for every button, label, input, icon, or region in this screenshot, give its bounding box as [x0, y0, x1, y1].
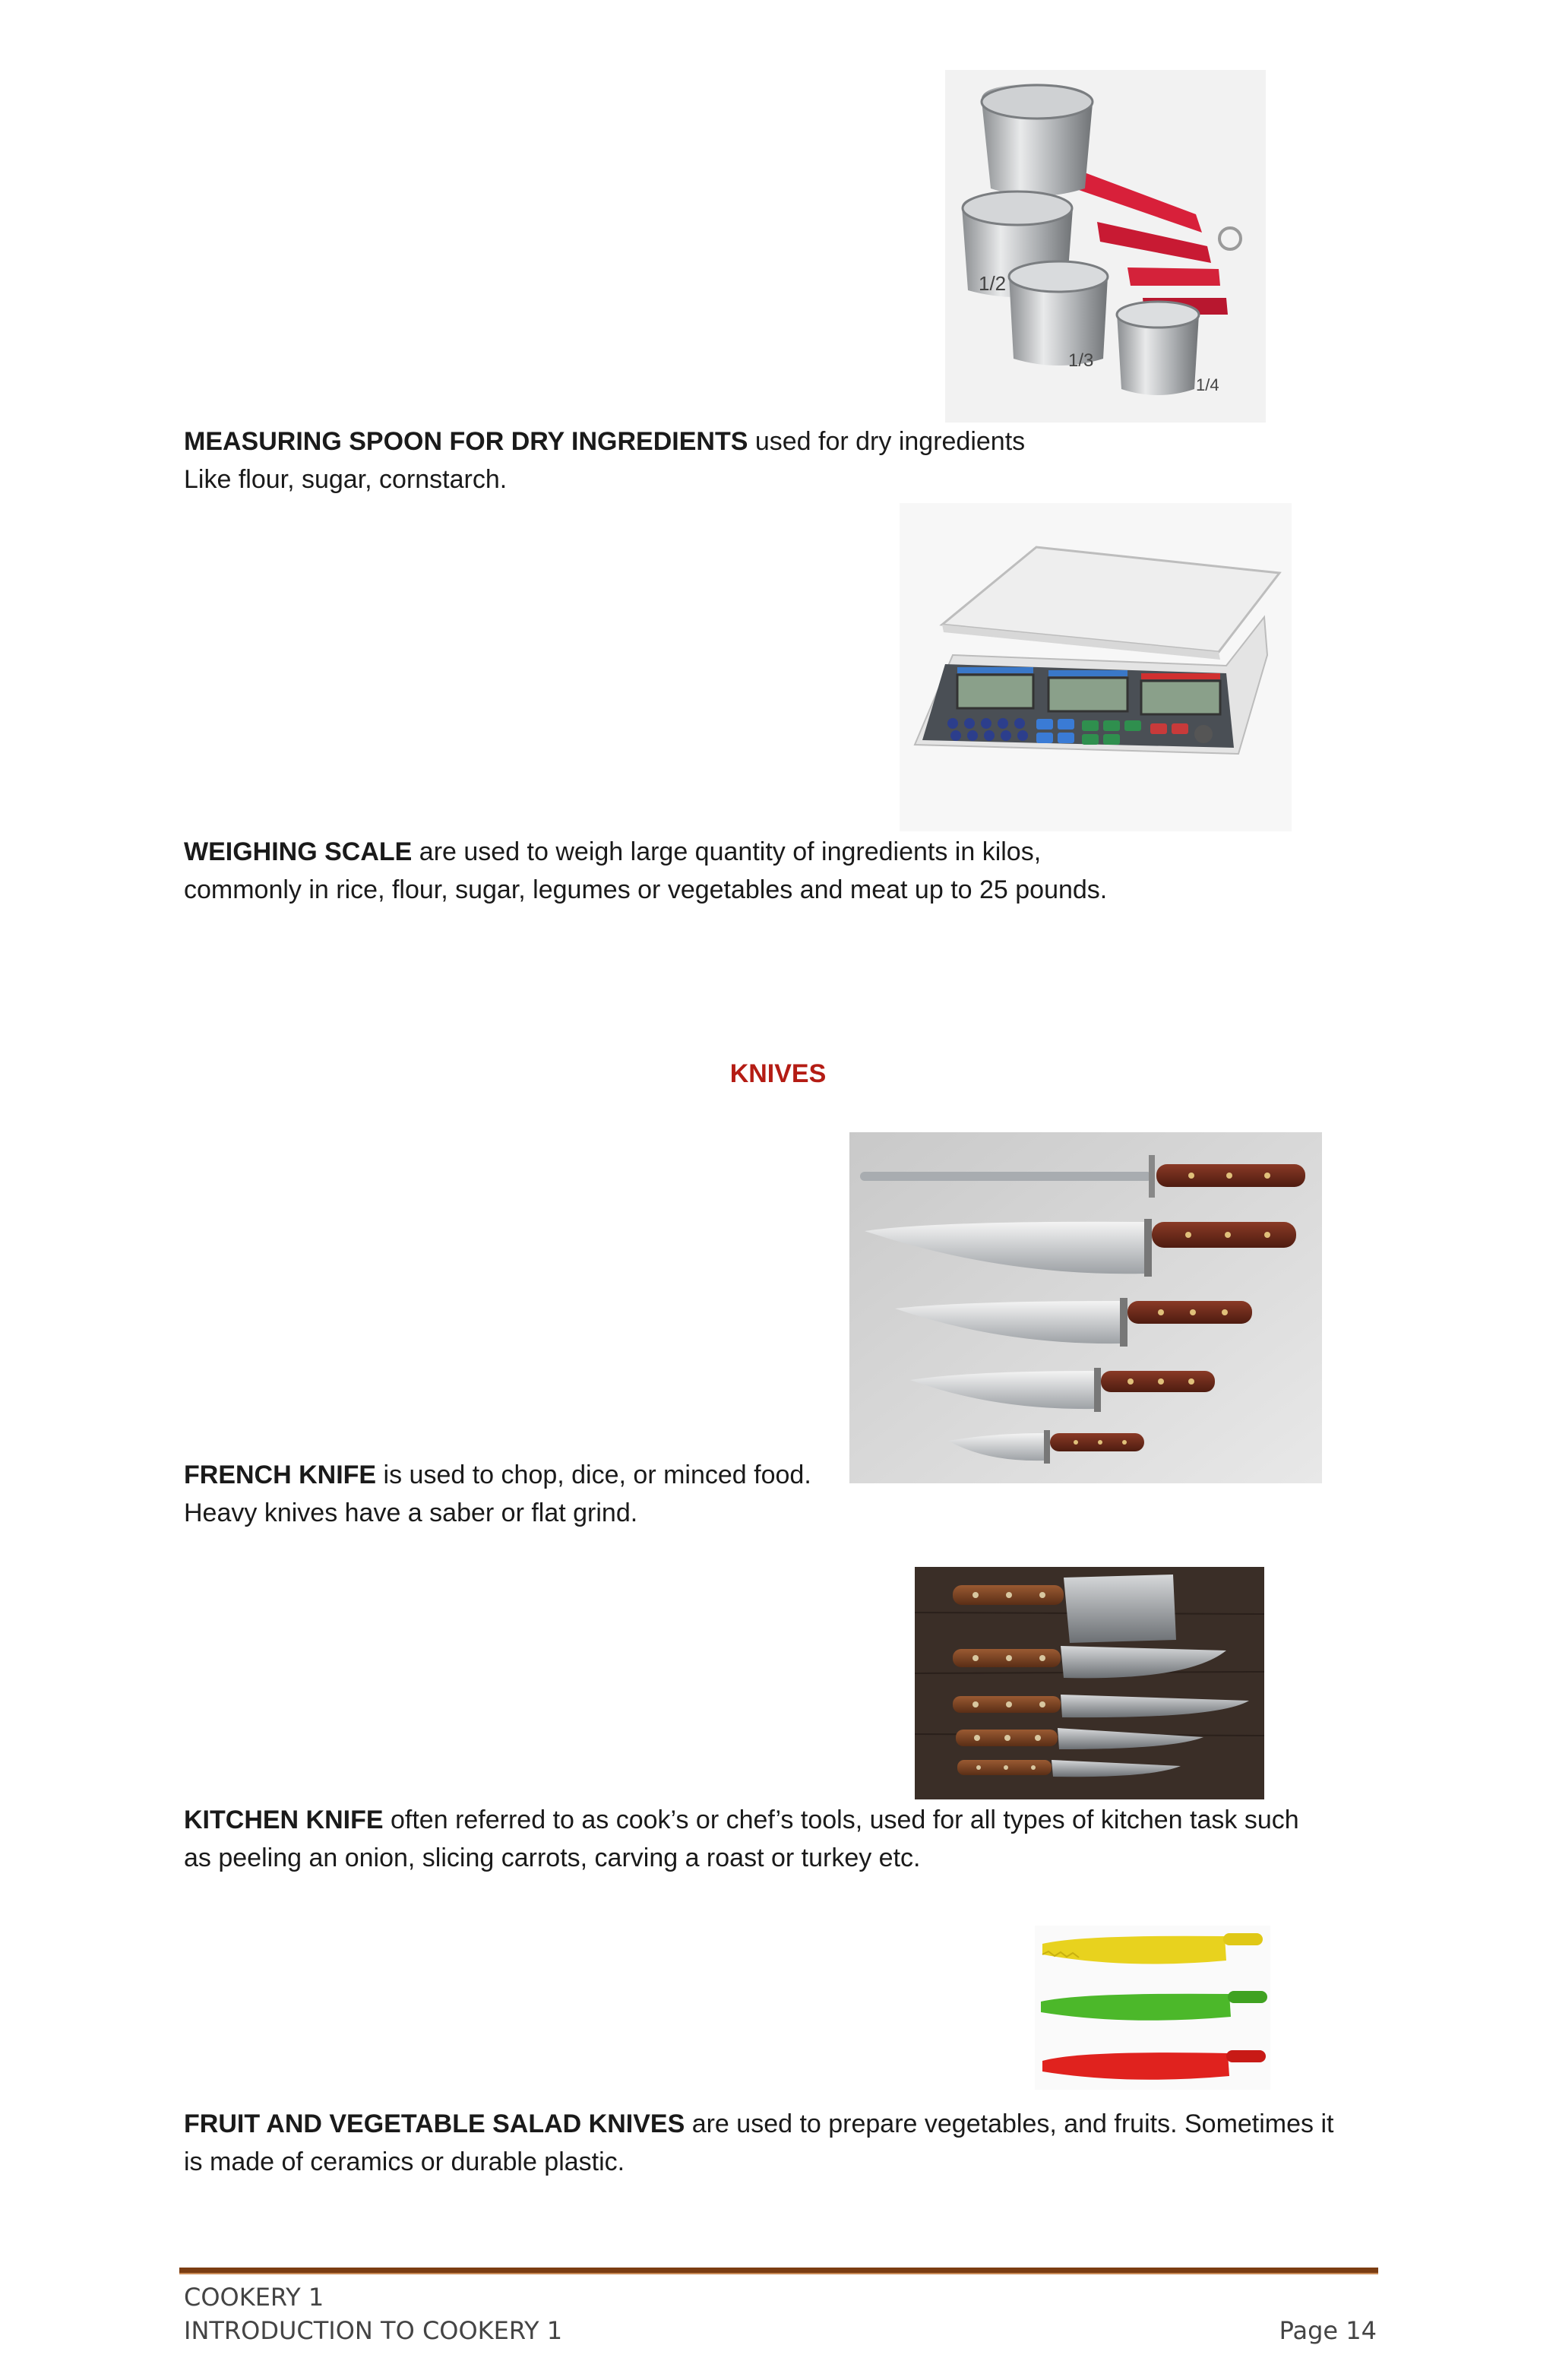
- cup-quarter-label: 1/4: [1196, 375, 1219, 394]
- footer-subtitle-row: [184, 2316, 1377, 2345]
- measuring-spoon-term: MEASURING SPOON FOR DRY INGREDIENTS: [184, 427, 748, 456]
- salad-knives-text: are used to prepare vegetables, and fruits. Sometimes it: [685, 2109, 1334, 2138]
- kitchen-knife-description: [184, 1801, 1384, 1877]
- weighing-scale-line2: commonly in rice, flour, sugar, legumes or vegetables and meat up to 25 pounds.: [184, 875, 1108, 904]
- page-number: Page 14: [1279, 2316, 1377, 2345]
- salad-knives-line2: is made of ceramics or durable plastic.: [184, 2147, 625, 2176]
- french-knife-line2: Heavy knives have a saber or flat grind.: [184, 1499, 638, 1527]
- french-knives-image: [849, 1132, 1322, 1483]
- french-knife-description: [184, 1456, 1384, 1532]
- knives-heading: KNIVES: [729, 1059, 827, 1088]
- measuring-spoon-text: used for dry ingredients: [748, 427, 1026, 456]
- french-knife-text: is used to chop, dice, or minced food.: [376, 1461, 811, 1489]
- salad-knives-term: FRUIT AND VEGETABLE SALAD KNIVES: [184, 2109, 685, 2138]
- footer-course: COOKERY 1: [184, 2283, 324, 2312]
- weighing-scale-description: [184, 833, 1384, 909]
- kitchen-knife-term: KITCHEN KNIFE: [184, 1806, 384, 1834]
- cup-third-label: 1/3: [1068, 350, 1094, 371]
- weighing-scale-term: WEIGHING SCALE: [184, 837, 413, 866]
- kitchen-knife-line2: as peeling an onion, slicing carrots, carving a roast or turkey etc.: [184, 1844, 921, 1872]
- salad-knives-description: [184, 2105, 1384, 2181]
- measuring-cups-image: [945, 70, 1266, 423]
- weighing-scale-image: [900, 503, 1292, 831]
- measuring-spoon-description: [184, 423, 1384, 498]
- cup-half-label: 1/2: [979, 272, 1007, 295]
- footer-subtitle: INTRODUCTION TO COOKERY 1: [184, 2316, 563, 2345]
- kitchen-knives-image: [915, 1567, 1264, 1799]
- measuring-spoon-line2: Like flour, sugar, cornstarch.: [184, 465, 508, 494]
- kitchen-knife-text: often referred to as cook’s or chef’s tools, used for all types of kitchen task such: [383, 1806, 1299, 1834]
- salad-knives-image: [1035, 1926, 1270, 2090]
- weighing-scale-text: are used to weigh large quantity of ingredients in kilos,: [412, 837, 1042, 866]
- footer-rule: [179, 2268, 1378, 2274]
- french-knife-term: FRENCH KNIFE: [184, 1461, 377, 1489]
